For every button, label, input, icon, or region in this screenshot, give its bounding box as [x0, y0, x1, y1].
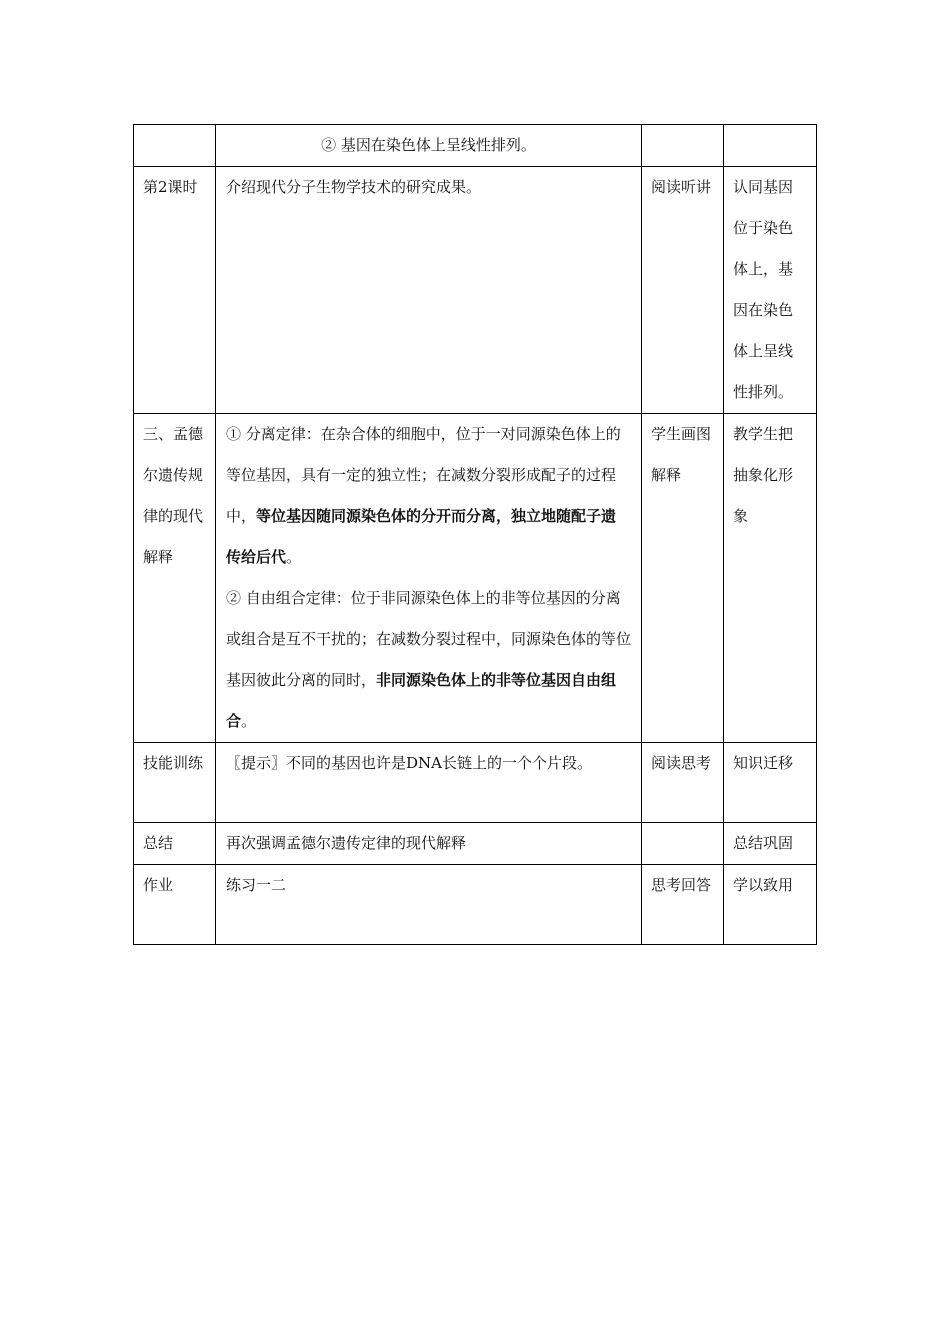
lesson-plan-table	[133, 124, 817, 945]
table-cell: 思考回答	[642, 865, 724, 945]
table-cell: 三、孟德尔遗传规律的现代解释	[134, 414, 216, 743]
table-cell: 学生画图解释	[642, 414, 724, 743]
table-cell: 阅读听讲	[642, 167, 724, 414]
table-cell	[216, 414, 642, 743]
table-cell: 教学生把抽象化形象	[724, 414, 817, 743]
table-cell: 再次强调孟德尔遗传定律的现代解释	[216, 823, 642, 865]
table-row	[134, 414, 817, 743]
text-span: ① 分离定律：在杂合体的细胞中，位于一对同源染色体上的等位基因，具有一定的独立性；在减数分裂形成配子的过程中，	[226, 425, 621, 525]
table-cell: 技能训练	[134, 743, 216, 823]
table-cell: 总结	[134, 823, 216, 865]
table-cell: 〖提示〗不同的基因也许是DNA长链上的一个个片段。	[216, 743, 642, 823]
table-cell: 认同基因位于染色体上，基因在染色体上呈线性排列。	[724, 167, 817, 414]
text-span: 。	[286, 548, 302, 566]
table-cell: 学以致用	[724, 865, 817, 945]
table-cell: 第2课时	[134, 167, 216, 414]
table-cell	[134, 125, 216, 167]
independent-assortment-paragraph	[226, 578, 631, 742]
table-cell: 阅读思考	[642, 743, 724, 823]
table-row	[134, 743, 817, 823]
separation-law-paragraph	[226, 414, 631, 578]
table-cell: ② 基因在染色体上呈线性排列。	[216, 125, 642, 167]
table-cell	[642, 823, 724, 865]
table-cell: 总结巩固	[724, 823, 817, 865]
table-cell: 作业	[134, 865, 216, 945]
table-cell	[642, 125, 724, 167]
text-span: ② 自由组合定律：位于非同源染色体上的非等位基因的分离或组合是互不干扰的；在减数分裂过程中，同源染色体的等位基因彼此分离的同时，	[226, 589, 632, 689]
table-cell: 知识迁移	[724, 743, 817, 823]
bold-text: 等位基因随同源染色体的分开而分离，独立地随配子遗传给后代	[226, 507, 617, 566]
bold-text: 非同源染色体上的非等位基因自由组合	[226, 671, 617, 730]
table-row	[134, 167, 817, 414]
table-cell: 练习一二	[216, 865, 642, 945]
text-span: 。	[241, 712, 257, 730]
table-row	[134, 823, 817, 865]
table-cell: 介绍现代分子生物学技术的研究成果。	[216, 167, 642, 414]
table-row	[134, 125, 817, 167]
table-cell	[724, 125, 817, 167]
table-row	[134, 865, 817, 945]
